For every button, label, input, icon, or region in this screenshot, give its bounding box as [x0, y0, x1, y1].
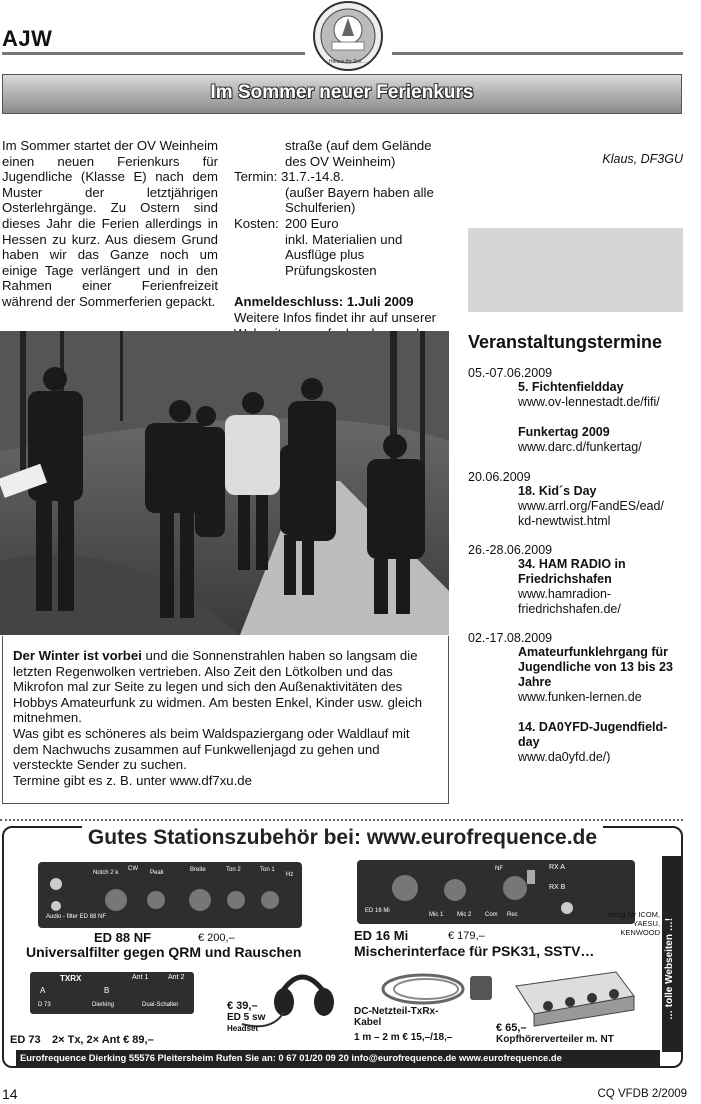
termin-note: (außer Bayern haben alle Schulferien): [285, 184, 434, 216]
ad-headline[interactable]: Gutes Stationszubehör bei: www.eurofrequence.de: [82, 826, 603, 849]
headset-price: € 39,–: [227, 1000, 258, 1012]
cable-price: 1 m – 2 m € 15,–/18,–: [354, 1032, 453, 1043]
ed73-a-label: A: [40, 986, 46, 995]
ed73-ant2-label: Ant 2: [168, 974, 185, 981]
ed88-description: Universalfilter gegen QRM und Rauschen: [26, 944, 302, 960]
ed88-name: ED 88 NF: [94, 930, 152, 945]
advertisement: [2, 826, 683, 1068]
caption-dates: Termine gibt es z. B. unter www.df7xu.de: [13, 772, 252, 788]
caption-lead: Der Winter ist vorbei: [13, 648, 142, 663]
ed16-device: [357, 860, 635, 924]
splitter-price: € 65,–: [496, 1022, 527, 1034]
registration-deadline: Anmeldeschluss: 1.Juli 2009: [234, 294, 414, 310]
ed16-mic2-label: Mic 2: [457, 912, 472, 918]
group-photo-forest: [0, 331, 449, 635]
ed88-knob-label: Hz: [286, 872, 294, 878]
ed73-brand-label: Dierking: [92, 1002, 115, 1008]
event-date: 02.-17.08.2009: [468, 631, 553, 645]
event-title: Amateurfunklehrgang für Jugendliche von 13 bis 23 Jahre: [518, 645, 673, 689]
ed73-model-label: D 73: [38, 1002, 51, 1008]
event-title: Funkertag 2009: [518, 425, 610, 439]
article-banner: [2, 74, 682, 114]
compatibility-note: fertig für ICOM, YAESU, KENWOOD: [608, 910, 660, 937]
ed16-panel-label: ED 16 Mi: [365, 908, 390, 914]
grey-box: [468, 228, 683, 312]
more-info: Weitere Infos findet ihr auf unserer: [234, 309, 437, 325]
event-title: 14. DA0YFD-Jugendfield-day: [518, 720, 668, 749]
ed16-price: € 179,–: [448, 930, 485, 942]
termin-label: Termin:: [234, 169, 278, 185]
article-intro: Im Sommer startet der OV Weinheim einen neuen Ferienkurs für Jugendliche (Klasse E) nach dem Muster der letztjährigen Osterlehrgänge. Zu Ostern sind dieses Jahr die Ferien allerdings in Hessen zu kurz. Aus diesem Grund haben wir das Ganze noch um einige Tage verlängert und in den Rahmen einer Ferienfreizeit während der Sommerferien gepackt.: [2, 138, 218, 309]
article-column-2: [234, 138, 450, 341]
event-url[interactable]: www.funken-lernen.de: [518, 690, 642, 704]
kosten-label: Kosten:: [234, 215, 279, 231]
photo-caption: [2, 636, 449, 804]
ed73-device: [30, 972, 194, 1014]
ed88-knob-label: Breite: [190, 867, 206, 873]
ed73-name: ED 73: [10, 1034, 41, 1046]
ed88-knob-label: Peak: [150, 870, 164, 876]
headset-type: Headset: [227, 1024, 259, 1033]
ed73-price: 2× Tx, 2× Ant € 89,–: [52, 1034, 154, 1046]
ed88-panel-label: Audio - filter ED 88 NF: [46, 914, 107, 920]
article-column-1: [2, 138, 218, 347]
splitter-name: Kopfhörerverteiler m. NT: [496, 1034, 614, 1045]
ed88-knob-label: Notch 2 k: [93, 870, 119, 876]
event-url[interactable]: www.ov-lennestadt.de/fifi/: [518, 395, 660, 409]
ed88-device: [38, 862, 302, 928]
cable-name: DC-Netzteil-TxRx-Kabel: [354, 1006, 439, 1028]
ed73-ant1-label: Ant 1: [132, 974, 149, 981]
event-date: 20.06.2009: [468, 470, 531, 484]
header-rule-left: [2, 52, 305, 55]
event-title: 5. Fichtenfieldday: [518, 380, 624, 394]
ed88-price: € 200,–: [198, 932, 235, 944]
article-title: Im Sommer neuer Ferienkurs: [210, 82, 474, 103]
headphone-splitter-icon: [512, 966, 638, 1028]
ad-headline-wrap: [2, 826, 683, 850]
ort-continued: straße (auf dem Gelände des OV Weinheim): [285, 138, 432, 169]
event-group: [468, 470, 684, 529]
headset-name: ED 5 sw: [227, 1012, 266, 1023]
ed88-knob-label: Ton 1: [260, 867, 275, 873]
ed88-knobs-icon: [38, 862, 302, 928]
author-signature: Klaus, DF3GU: [602, 152, 683, 166]
event-group: [468, 631, 684, 765]
ed16-name: ED 16 Mi: [354, 928, 409, 943]
events-title: Veranstaltungstermine: [468, 332, 663, 352]
side-slogan: … tolle Webseiten …!: [664, 917, 675, 1020]
event-group: [468, 543, 684, 617]
ed88-knob-label: CW: [128, 866, 138, 872]
ed73-b-label: B: [104, 986, 110, 995]
ad-contact[interactable]: Eurofrequence Dierking 55576 Pleitersheim Rufen Sie an: 0 67 01/20 09 20 info@eurofrequence.de www.eurofrequence.de: [20, 1052, 562, 1063]
issue-label: CQ VFDB 2/2009: [597, 1088, 687, 1100]
ed16-mic1-label: Mic 1: [429, 912, 444, 918]
kosten-note: inkl. Materialien und Ausflüge plus Prüfungskosten: [285, 231, 403, 278]
event-title: 18. Kid´s Day: [518, 484, 597, 498]
ed16-rxb-label: RX B: [549, 884, 566, 891]
kosten-value: 200 Euro: [285, 215, 339, 231]
header-rule-right: [392, 52, 683, 55]
event-url[interactable]: www.darc.d/funkertag/: [518, 440, 642, 454]
event-url[interactable]: www.arrl.org/FandES/ead/ kd-newtwist.html: [518, 499, 664, 528]
ad-footer-bar: [16, 1050, 660, 1066]
event-group: [468, 366, 684, 455]
ed16-description: Mischerinterface für PSK31, SSTV…: [354, 943, 595, 959]
ed16-nf-label: NF: [495, 866, 503, 872]
event-url[interactable]: www.da0yfd.de/): [518, 750, 611, 764]
event-title: 34. HAM RADIO in Friedrichshafen: [518, 557, 626, 586]
caption-paragraph: Was gibt es schöneres als beim Waldspaziergang oder Waldlauf mit dem Nachwuchs zusammen auf Funkwellenjagd zu gehen und versteckte Sender zu suchen.: [13, 725, 410, 773]
ed16-rxa-label: RX A: [549, 864, 565, 871]
event-date: 26.-28.06.2009: [468, 543, 553, 557]
caption-text: und die Sonnenstrahlen haben so langsam die letzten Regenwolken vertrieben. Also Zeit den Lötkolben und das Mikrofon mal zur Seite zu legen und sich den Außenaktivitäten des Hobbys Amateurfunk zu widmen. Am besten Enkel, Kinder usw. gleich mitnehmen.: [13, 648, 423, 726]
page-number: 14: [2, 1086, 18, 1102]
event-date: 05.-07.06.2009: [468, 366, 553, 380]
termin-value: 31.7.-14.8.: [281, 169, 345, 185]
ed16-knobs-icon: [357, 860, 635, 924]
ed88-knob-label: Ton 2: [226, 867, 241, 873]
ed73-type-label: Dual-Schalter: [142, 1002, 179, 1008]
svg-text:Hinaus Ihr Zeit ...: Hinaus Ihr Zeit ...: [328, 59, 368, 65]
event-url[interactable]: www.hamradion-friedrichshafen.de/: [518, 587, 621, 616]
dotted-divider: [0, 819, 683, 821]
club-seal-logo: [312, 0, 384, 72]
ed73-txrx-label: TXRX: [60, 974, 82, 983]
events-list: [468, 366, 684, 765]
ed16-com-label: Com: [485, 912, 498, 918]
section-title: AJW: [2, 26, 53, 51]
ed16-rec-label: Rec: [507, 912, 518, 918]
